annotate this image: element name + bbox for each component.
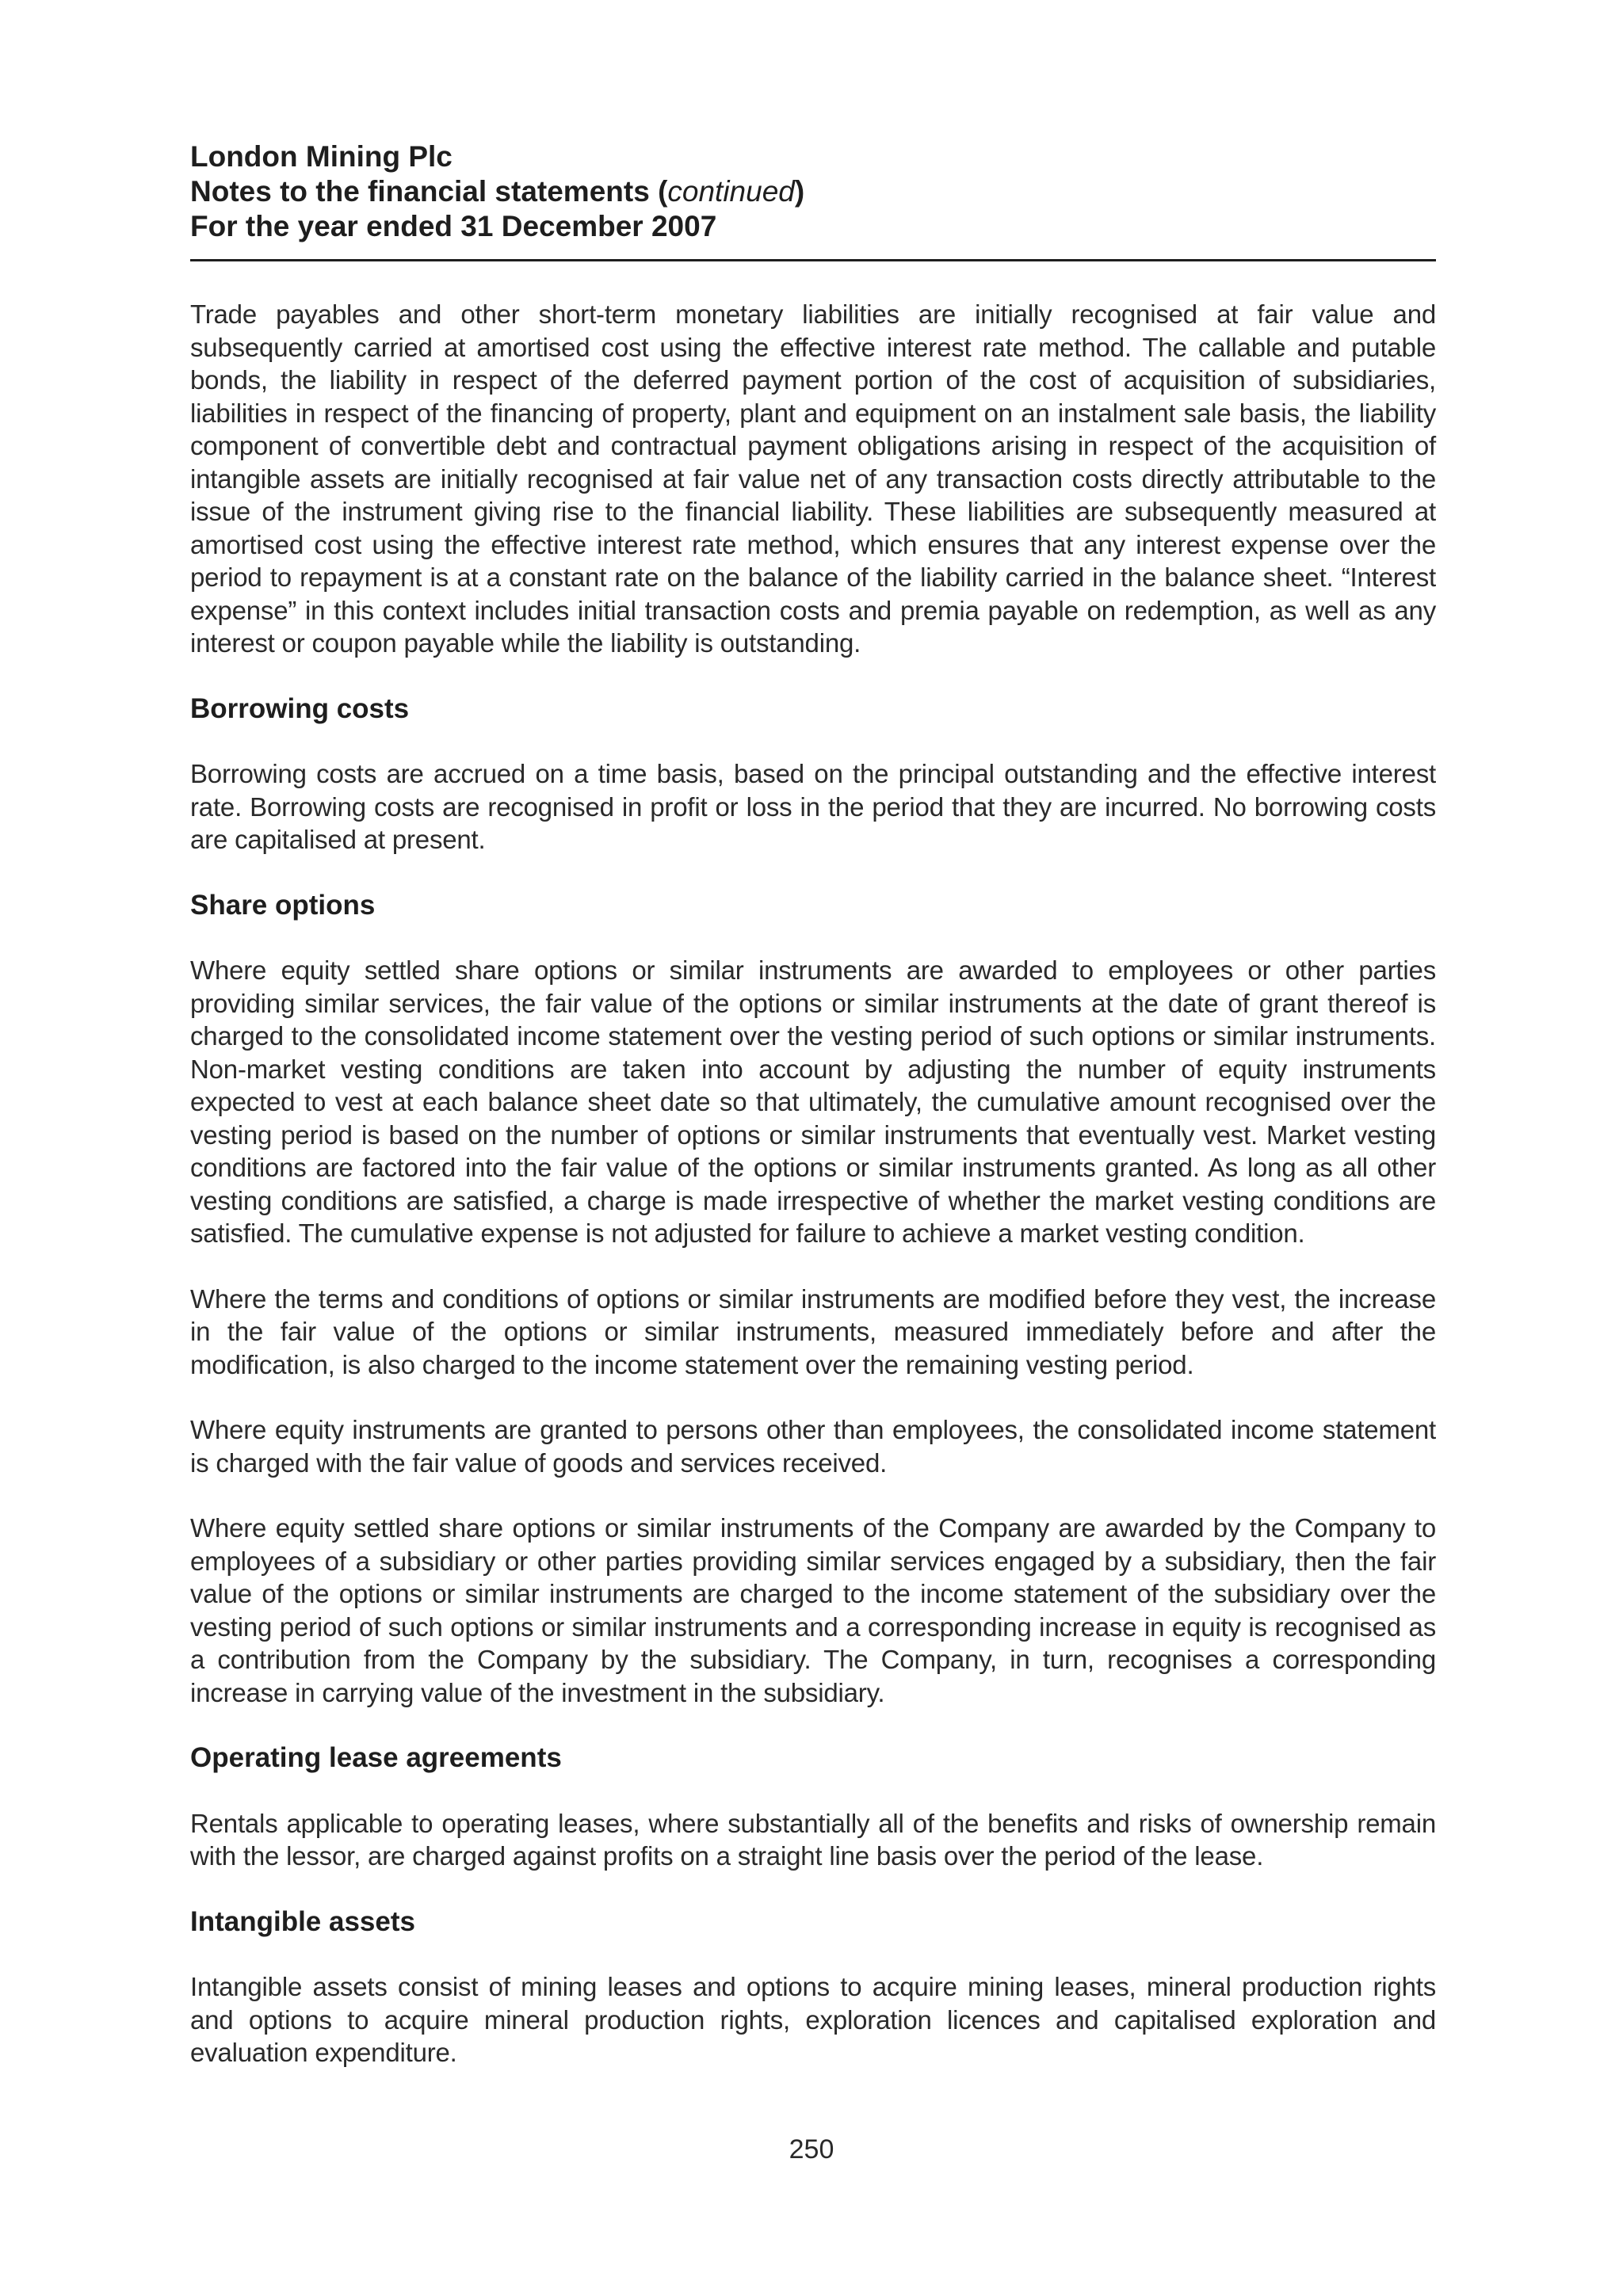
header-divider bbox=[190, 259, 1436, 261]
notes-title-text: Notes to the financial statements ( bbox=[190, 175, 668, 208]
notes-title bbox=[190, 174, 1436, 209]
borrowing-costs-paragraph: Borrowing costs are accrued on a time basis, based on the principal outstanding and the effective interest rate. Borrowing costs are recognised in profit or loss in the period that they are incurred. No borrowing costs are capitalised at present. bbox=[190, 759, 1436, 854]
share-options-heading: Share options bbox=[190, 889, 376, 921]
company-name: London Mining Plc bbox=[190, 140, 453, 173]
period-label: For the year ended 31 December 2007 bbox=[190, 210, 717, 242]
trade-payables-paragraph: Trade payables and other short-term monetary liabilities are initially recognised at fair value and subsequently carried at amortised cost using the effective interest rate method. The callable and putable bonds, the liability in respect of the deferred payment portion of the cost of acquisition of subsidiaries, liabilities in respect of the financing of property, plant and equipment on an instalment sale basis, the liability component of convertible debt and contractual payment obligations arising in respect of the acquisition of intangible assets are initially recognised at fair value net of any transaction costs directly attributable to the issue of the instrument giving rise to the financial liability. These liabilities are subsequently measured at amortised cost using the effective interest rate method, which ensures that any interest expense over the period to repayment is at a constant rate on the balance of the liability carried in the balance sheet. “Interest expense” in this context includes initial transaction costs and premia payable on redemption, as well as any interest or coupon payable while the liability is outstanding. bbox=[190, 299, 1436, 658]
share-options-paragraph-4: Where equity settled share options or similar instruments of the Company are awarded by the Company to employees of a subsidiary or other parties providing similar services engaged by a subsidiary, then the fair value of the options or similar instruments are charged to the income statement of the subsidiary over the vesting period of such options or similar instruments and a corresponding increase in equity is recognised as a contribution from the Company by the subsidiary. The Company, in turn, recognises a corresponding increase in carrying value of the investment in the subsidiary. bbox=[190, 1513, 1436, 1707]
document-page bbox=[190, 139, 1436, 2102]
intangible-assets-heading: Intangible assets bbox=[190, 1905, 415, 1937]
continued-label: continued bbox=[667, 175, 795, 208]
page-number: 250 bbox=[789, 2134, 834, 2164]
share-options-paragraph-2: Where the terms and conditions of options or similar instruments are modified before they vest, the increase in the fair value of the options or similar instruments, measured immediately before and after the modification, is also charged to the income statement over the remaining vesting period. bbox=[190, 1283, 1436, 1379]
notes-title-close: ) bbox=[794, 175, 805, 208]
operating-lease-heading: Operating lease agreements bbox=[190, 1742, 562, 1773]
share-options-paragraph-1: Where equity settled share options or similar instruments are awarded to employees or other parties providing similar services, the fair value of the options or similar instruments at the date of grant thereof is charged to the consolidated income statement over the vesting period of such options or similar instruments. Non-market vesting conditions are taken into account by adjusting the number of equity instruments expected to vest at each balance sheet date so that ultimately, the cumulative amount recognised over the vesting period is based on the number of options or similar instruments that eventually vest. Market vesting conditions are factored into the fair value of the options or similar instruments granted. As long as all other vesting conditions are satisfied, a charge is made irrespective of whether the market vesting conditions are satisfied. The cumulative expense is not adjusted for failure to achieve a market vesting condition. bbox=[190, 955, 1436, 1248]
operating-lease-paragraph: Rentals applicable to operating leases, where substantially all of the benefits and risks of ownership remain with the lessor, are charged against profits on a straight line basis over the period of the lease. bbox=[190, 1808, 1436, 1871]
borrowing-costs-heading: Borrowing costs bbox=[190, 692, 410, 724]
page-header bbox=[190, 139, 1436, 244]
intangible-assets-paragraph: Intangible assets consist of mining leases and options to acquire mining leases, mineral production rights and options to acquire mineral production rights, exploration licences and capitalised exploration and evaluation expenditure. bbox=[190, 1972, 1436, 2067]
share-options-paragraph-3: Where equity instruments are granted to persons other than employees, the consolidated income statement is charged with the fair value of goods and services received. bbox=[190, 1415, 1436, 1478]
